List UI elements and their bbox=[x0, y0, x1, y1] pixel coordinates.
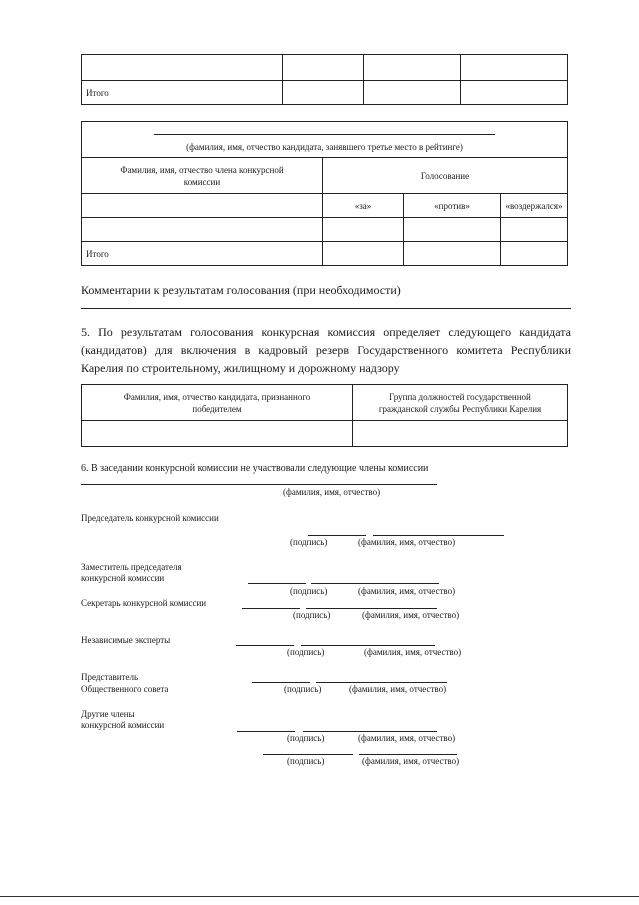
other-members-name-caption-1: (фамилия, имя, отчество) bbox=[358, 733, 456, 743]
third-place-voting-table bbox=[81, 121, 568, 266]
experts-signature-line bbox=[236, 645, 294, 646]
table-cell bbox=[82, 194, 323, 218]
secretary-signature-line bbox=[242, 608, 300, 609]
deputy-label-line2: конкурсной комиссии bbox=[81, 573, 165, 583]
winner-table bbox=[81, 384, 568, 447]
public-council-signature-caption: (подпись) bbox=[284, 684, 322, 694]
deputy-name-caption: (фамилия, имя, отчество) bbox=[358, 586, 456, 596]
table-cell bbox=[364, 81, 461, 105]
vote-against-header: «против» bbox=[404, 194, 501, 218]
public-council-label-line2: Общественного совета bbox=[81, 684, 169, 694]
other-members-signature-line-1 bbox=[237, 731, 295, 732]
other-members-name-caption-2: (фамилия, имя, отчество) bbox=[362, 756, 460, 766]
other-members-signature-line-2 bbox=[263, 754, 353, 755]
absent-members-caption: (фамилия, имя, отчество) bbox=[283, 487, 381, 497]
table-cell bbox=[82, 218, 323, 242]
public-council-name-caption: (фамилия, имя, отчество) bbox=[349, 684, 447, 694]
deputy-label-line1: Заместитель председателя bbox=[81, 562, 182, 572]
other-members-name-line-1 bbox=[303, 731, 437, 732]
public-council-label-line1: Представитель bbox=[81, 672, 139, 682]
table-cell bbox=[283, 81, 364, 105]
experts-signature-caption: (подпись) bbox=[287, 647, 325, 657]
total-label: Итого bbox=[82, 242, 323, 266]
other-members-label-line2: конкурсной комиссии bbox=[81, 720, 165, 730]
experts-name-line bbox=[301, 645, 435, 646]
total-label: Итого bbox=[82, 81, 283, 105]
chairman-signature-line bbox=[308, 535, 366, 536]
comments-label: Комментарии к результатам голосования (при необходимости) bbox=[81, 283, 401, 297]
table-cell bbox=[404, 242, 501, 266]
page-bottom-edge bbox=[0, 896, 639, 897]
section-6-text: 6. В заседании конкурсной комиссии не участвовали следующие члены комиссии bbox=[81, 463, 429, 474]
table-cell bbox=[461, 55, 568, 81]
results-table-continuation bbox=[81, 54, 568, 105]
group-header: Группа должностей государственной гражданской службы Республики Карелия bbox=[353, 385, 568, 421]
other-members-name-line-2 bbox=[359, 754, 457, 755]
other-members-signature-caption-1: (подпись) bbox=[287, 733, 325, 743]
comments-line bbox=[81, 308, 571, 309]
experts-label: Независимые эксперты bbox=[81, 635, 171, 645]
vote-abstain-header: «воздержался» bbox=[501, 194, 568, 218]
table-cell bbox=[82, 421, 353, 447]
section-5-text: 5. По результатам голосования конкурсная комиссия определяет следующего кандидата (кандидатов) для включения в кадровый резерв Государственного комитета Республики Карелия по строительному, жилищному и дорожному надзору bbox=[81, 325, 571, 375]
candidate-caption: (фамилия, имя, отчество кандидата, занявшего третье место в рейтинге) bbox=[186, 141, 463, 152]
other-members-label-line1: Другие члены bbox=[81, 709, 135, 719]
table-cell bbox=[461, 81, 568, 105]
experts-name-caption: (фамилия, имя, отчество) bbox=[364, 647, 462, 657]
secretary-signature-caption: (подпись) bbox=[293, 610, 331, 620]
table-cell bbox=[323, 218, 404, 242]
chairman-signature-caption: (подпись) bbox=[290, 537, 328, 547]
member-header: Фамилия, имя, отчество члена конкурсной комиссии bbox=[82, 158, 323, 194]
table-cell bbox=[283, 55, 364, 81]
table-cell bbox=[501, 242, 568, 266]
absent-members-line bbox=[81, 484, 437, 485]
public-council-signature-line bbox=[252, 682, 310, 683]
table-cell bbox=[82, 55, 283, 81]
chairman-label: Председатель конкурсной комиссии bbox=[81, 513, 219, 523]
public-council-name-line bbox=[316, 682, 447, 683]
voting-header: Голосование bbox=[323, 158, 568, 194]
chairman-name-caption: (фамилия, имя, отчество) bbox=[358, 537, 456, 547]
table-cell bbox=[404, 218, 501, 242]
secretary-name-caption: (фамилия, имя, отчество) bbox=[362, 610, 460, 620]
table-cell bbox=[353, 421, 568, 447]
deputy-name-line bbox=[311, 583, 439, 584]
secretary-label: Секретарь конкурсной комиссии bbox=[81, 598, 207, 608]
candidate-name-cell bbox=[82, 122, 568, 158]
secretary-name-line bbox=[306, 608, 437, 609]
winner-header: Фамилия, имя, отчество кандидата, признанного победителем bbox=[82, 385, 353, 421]
table-cell bbox=[364, 55, 461, 81]
deputy-signature-line bbox=[248, 583, 306, 584]
other-members-signature-caption-2: (подпись) bbox=[287, 756, 325, 766]
table-cell bbox=[501, 218, 568, 242]
chairman-name-line bbox=[373, 535, 504, 536]
deputy-signature-caption: (подпись) bbox=[290, 586, 328, 596]
table-cell bbox=[323, 242, 404, 266]
vote-for-header: «за» bbox=[323, 194, 404, 218]
